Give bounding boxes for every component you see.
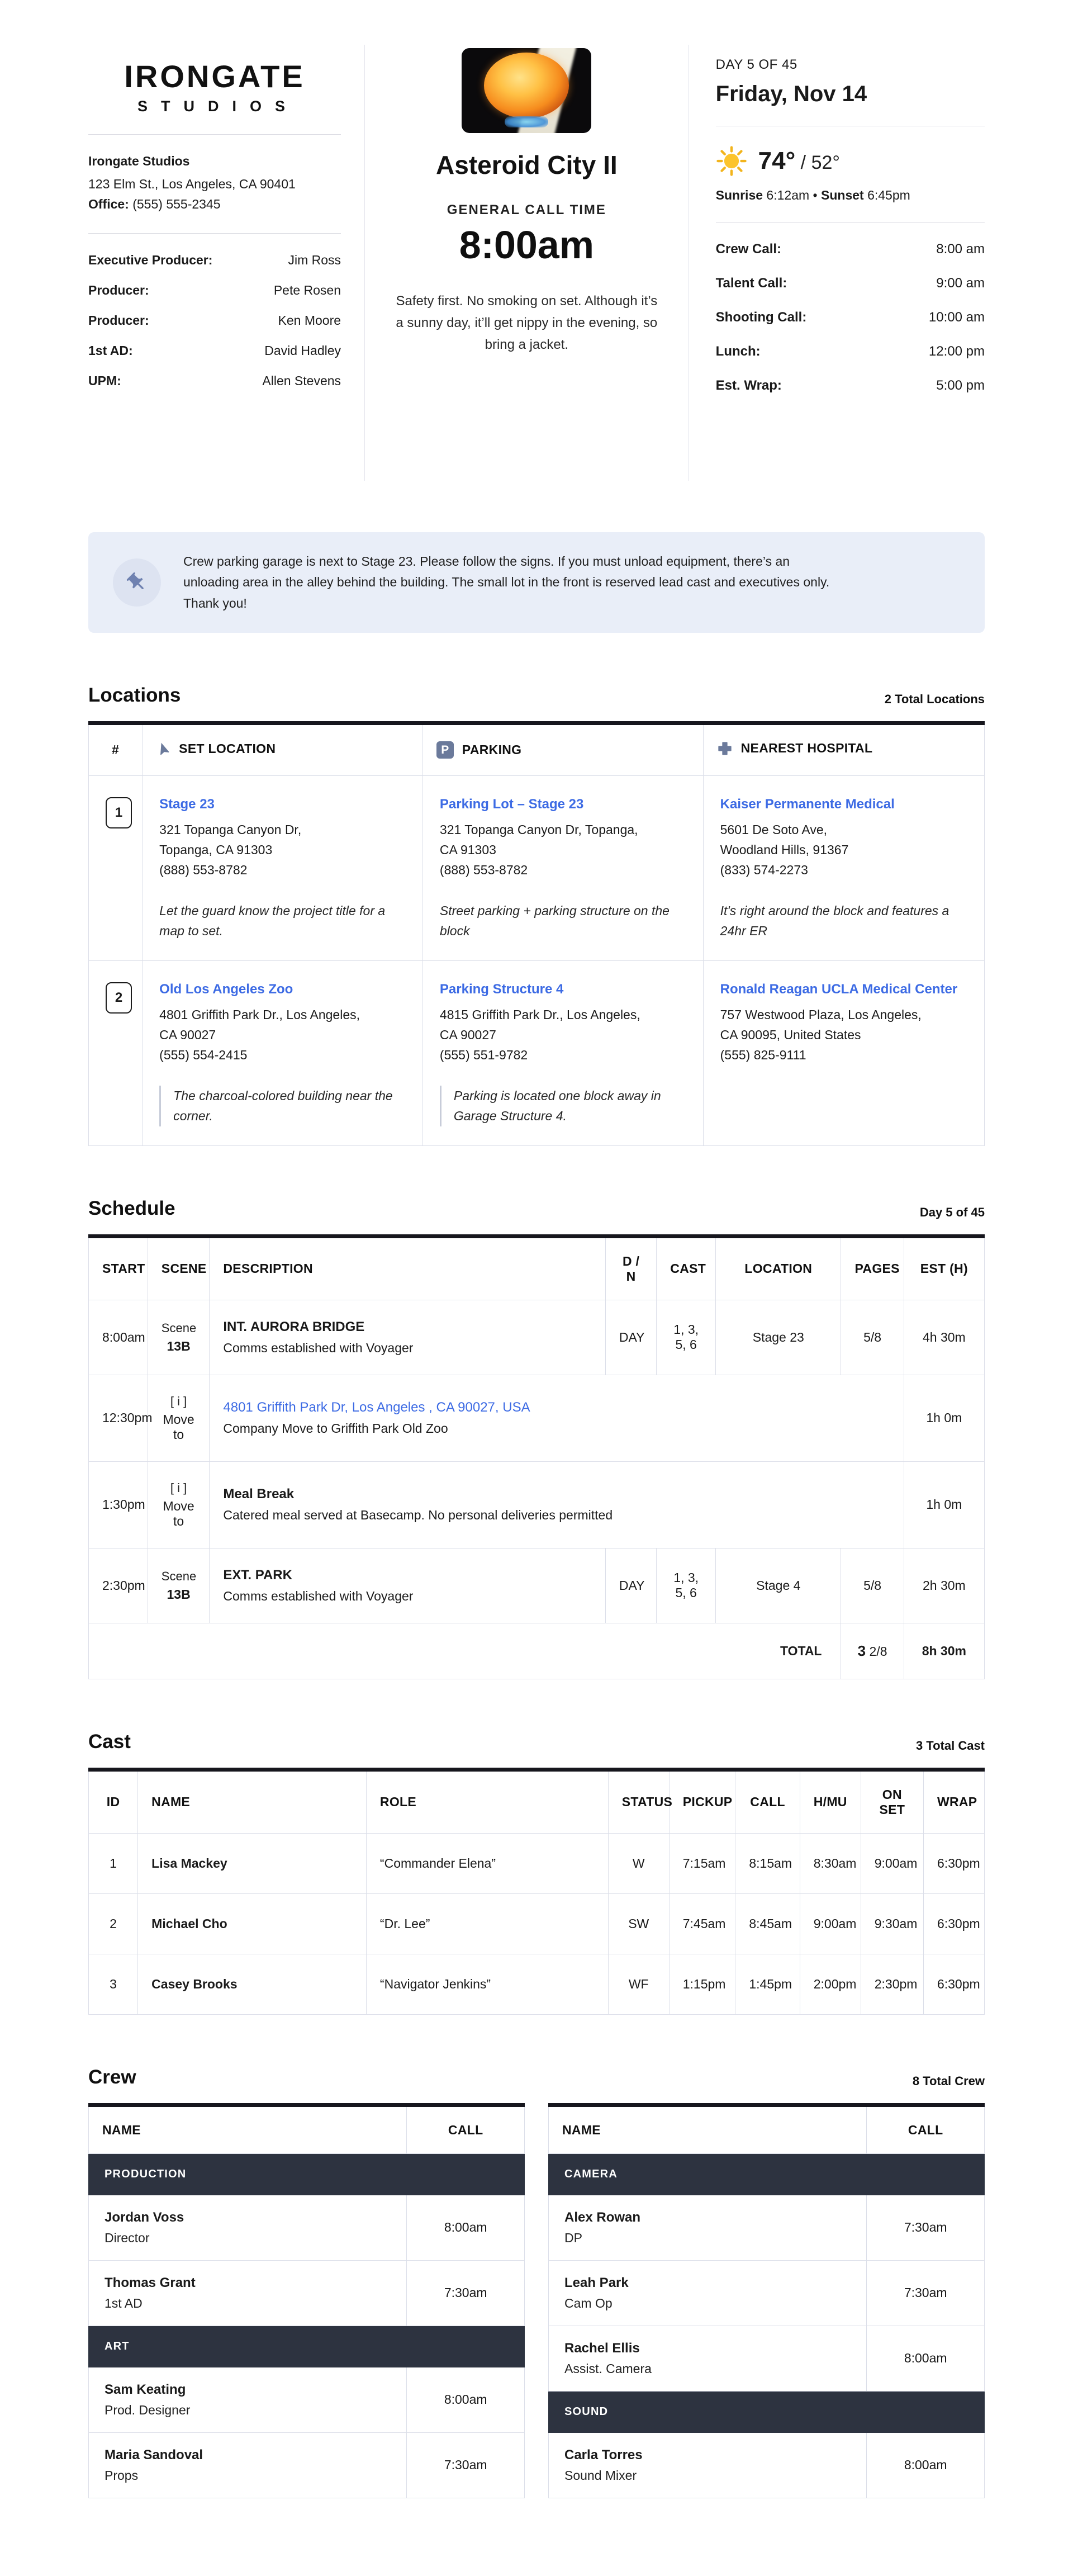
general-call-time: 8:00am — [459, 223, 594, 267]
header-company-column — [88, 45, 364, 481]
set-location-link[interactable]: Stage 23 — [159, 796, 215, 812]
locations-title: Locations — [88, 684, 181, 706]
schedule-table — [88, 1234, 985, 1679]
crew-row: Rachel Ellis Assist. Camera 8:00am — [549, 2326, 985, 2391]
safety-note: Safety first. No smoking on set. Although it’s a sunny day, it’ll get nippy in the evening, so bring a jacket. — [396, 293, 658, 352]
hospital-link[interactable]: Ronald Reagan UCLA Medical Center — [720, 981, 958, 997]
crew-row: Sam Keating Prod. Designer 8:00am — [89, 2367, 525, 2432]
general-call-time-label: GENERAL CALL TIME — [447, 202, 606, 217]
production-poster-image — [462, 48, 591, 133]
header-day-column — [689, 45, 985, 481]
location-number: 2 — [106, 982, 132, 1014]
day-counter: DAY 5 OF 45 — [715, 57, 797, 72]
schedule-row-scene-13b-int: 8:00am Scene 13B INT. AURORA BRIDGE Comms established with Voyager DAY 1, 3, 5, 6 Stage 23 5/8 4h 30m — [89, 1300, 985, 1375]
weather-row — [716, 145, 985, 177]
call-time-row: Talent Call: 9:00 am — [715, 276, 985, 291]
divider — [88, 134, 341, 135]
crew-title: Crew — [88, 2066, 136, 2088]
parking-link[interactable]: Parking Lot – Stage 23 — [439, 796, 584, 812]
locations-table — [88, 721, 985, 1146]
schedule-title: Schedule — [88, 1197, 175, 1219]
crew-section-art: ART — [89, 2326, 525, 2367]
company-office-line — [88, 195, 341, 215]
schedule-day-counter: Day 5 of 45 — [919, 1205, 985, 1219]
crew-section-sound: SOUND — [549, 2391, 985, 2432]
parking-notice-banner — [88, 532, 985, 633]
schedule-total-row — [89, 1623, 985, 1679]
divider — [88, 233, 341, 234]
navigation-icon — [154, 740, 173, 758]
office-phone: (555) 555-2345 — [129, 196, 221, 211]
cast-row-2: 2 Michael Cho “Dr. Lee” SW 7:45am 8:45am 9:00am 9:30am 6:30pm — [89, 1893, 985, 1954]
pushpin-icon — [113, 558, 161, 607]
locations-header-row — [89, 723, 985, 775]
crew-row: Alex Rowan DP 7:30am — [549, 2195, 985, 2260]
parking-icon: P — [436, 741, 454, 759]
company-address: 123 Elm St., Los Angeles, CA 90401 — [88, 177, 296, 191]
crew-row: Carla Torres Sound Mixer 8:00am — [549, 2432, 985, 2498]
temp-high: 74° — [758, 147, 796, 174]
studio-logo-subtitle: STUDIOS — [137, 98, 299, 115]
poster-logo-blob — [505, 116, 548, 127]
col-parking: P PARKING — [422, 723, 703, 775]
locations-total: 2 Total Locations — [884, 692, 985, 706]
set-location-link[interactable]: Old Los Angeles Zoo — [159, 981, 293, 997]
header-title-column — [364, 45, 689, 481]
location-number: 1 — [106, 797, 132, 828]
crew-section-header — [88, 2066, 985, 2089]
locations-section-header — [88, 684, 985, 707]
hospital-note: It's right around the block and features a 24hr ER — [720, 903, 949, 939]
set-location-note: The charcoal-colored building near the corner. — [159, 1086, 406, 1126]
crew-section-camera: CAMERA — [549, 2153, 985, 2195]
cast-title: Cast — [88, 1730, 131, 1753]
call-time-row: Crew Call: 8:00 am — [715, 242, 985, 257]
production-title: Asteroid City II — [436, 150, 618, 179]
hospital-cross-icon — [717, 741, 733, 756]
studio-logo: IRONGATE — [124, 59, 305, 94]
schedule-header-row: START SCENE DESCRIPTION D / N CAST LOCATION PAGES EST (H) — [89, 1236, 985, 1300]
schedule-total-est: 8h 30m — [904, 1623, 984, 1679]
credit-row: Executive Producer: Jim Ross — [88, 253, 341, 268]
call-time-row: Lunch: 12:00 pm — [715, 344, 985, 359]
parking-note: Parking is located one block away in Garage Structure 4. — [440, 1086, 686, 1126]
crew-tables — [88, 2103, 985, 2498]
schedule-total-pages: 3 2/8 — [841, 1623, 904, 1679]
crew-section-production: PRODUCTION — [89, 2153, 525, 2195]
move-address-link[interactable]: 4801 Griffith Park Dr, Los Angeles , CA 90027, USA — [223, 1400, 530, 1415]
parking-note: Street parking + parking structure on the block — [439, 903, 670, 939]
schedule-row-meal-break: 1:30pm [ i ] Move to Meal Break Catered meal served at Basecamp. No personal deliveries permitted 1h 0m — [89, 1461, 985, 1548]
hospital-link[interactable]: Kaiser Permanente Medical — [720, 796, 895, 812]
parking-link[interactable]: Parking Structure 4 — [439, 981, 564, 997]
set-location-note: Let the guard know the project title for a map to set. — [159, 903, 386, 939]
crew-row: Jordan Voss Director 8:00am — [89, 2195, 525, 2260]
schedule-section-header — [88, 1197, 985, 1220]
crew-total: 8 Total Crew — [912, 2073, 985, 2088]
cast-table — [88, 1768, 985, 2015]
schedule-total-label: TOTAL — [89, 1623, 841, 1679]
shoot-date: Friday, Nov 14 — [715, 82, 867, 106]
location-row-2: 2 Old Los Angeles Zoo 4801 Griffith Park Dr., Los Angeles, CA 90027 (555) 554-2415 The charcoal-colored building near the corner. Parking Structure 4 4815 Griffith Park Dr., Los Angeles, CA 90027 (555) 551-9782 Parking is located one block away in Garage Structure 4. Ronald Reagan UCLA Medical Center 757 Westwood Plaza, Los Angeles, CA 90095, United States (555) 825-9111 — [89, 960, 985, 1145]
header — [88, 45, 985, 481]
credit-row: Producer: Pete Rosen — [88, 283, 341, 298]
poster-planet — [484, 53, 569, 119]
crew-row: Maria Sandoval Props 7:30am — [89, 2432, 525, 2498]
schedule-row-scene-13b-ext: 2:30pm Scene 13B EXT. PARK Comms established with Voyager DAY 1, 3, 5, 6 Stage 4 5/8 2h 30m — [89, 1548, 985, 1623]
temp-low: 52° — [811, 152, 840, 173]
notice-text: Crew parking garage is next to Stage 23. Please follow the signs. If you must unload equipment, there’s an unloading area in the alley behind the building. The small lot in the front is reserved lead cast and executives only. Thank you! — [183, 554, 830, 610]
temperature: 74° / 52° — [758, 147, 840, 174]
cast-row-3: 3 Casey Brooks “Navigator Jenkins” WF 1:15pm 1:45pm 2:00pm 2:30pm 6:30pm — [89, 1954, 985, 2014]
call-time-row: Shooting Call: 10:00 am — [715, 310, 985, 325]
crew-right-header-row: NAME CALL — [549, 2105, 985, 2153]
crew-row: Thomas Grant 1st AD 7:30am — [89, 2260, 525, 2326]
location-row-1: 1 Stage 23 321 Topanga Canyon Dr, Topanga, CA 91303 (888) 553-8782 Let the guard know the project title for a map to set. Parking Lot – Stage 23 321 Topanga Canyon Dr, Topanga, CA 91303 (888) 553-8782 Street parking + parking structure on the block Kaiser Permanente Medical 5601 De Soto Ave, Woodland Hills, 91367 (833) 574-2273 It's right around the block and features a 24hr ER — [89, 775, 985, 960]
call-times-list — [716, 242, 985, 394]
col-number: # — [89, 723, 143, 775]
sunrise-sunset: Sunrise 6:12am • Sunset 6:45pm — [715, 188, 910, 202]
cast-total: 3 Total Cast — [915, 1738, 985, 1753]
cast-section-header — [88, 1731, 985, 1753]
col-set-location: SET LOCATION — [143, 723, 423, 775]
crew-row: Leah Park Cam Op 7:30am — [549, 2260, 985, 2326]
schedule-row-company-move: 12:30pm [ i ] Move to 4801 Griffith Park Dr, Los Angeles , CA 90027, USA Company Move to Griffith Park Old Zoo 1h 0m — [89, 1375, 985, 1461]
cast-row-1: 1 Lisa Mackey “Commander Elena” W 7:15am 8:15am 8:30am 9:00am 6:30pm — [89, 1833, 985, 1893]
crew-table-left — [88, 2103, 525, 2498]
credit-row: Producer: Ken Moore — [88, 313, 341, 328]
crew-table-right — [548, 2103, 985, 2498]
company-name: Irongate Studios — [88, 154, 190, 168]
call-time-row: Est. Wrap: 5:00 pm — [715, 378, 985, 393]
credits-list — [88, 253, 341, 389]
col-hospital: NEAREST HOSPITAL — [703, 723, 984, 775]
sun-icon — [716, 145, 747, 177]
office-label: Office: — [88, 196, 129, 211]
credit-row: 1st AD: David Hadley — [88, 343, 341, 358]
credit-row: UPM: Allen Stevens — [88, 373, 341, 389]
crew-left-header-row: NAME CALL — [89, 2105, 525, 2153]
cast-header-row: ID NAME ROLE STATUS PICKUP CALL H/MU ON SET WRAP — [89, 1769, 985, 1833]
